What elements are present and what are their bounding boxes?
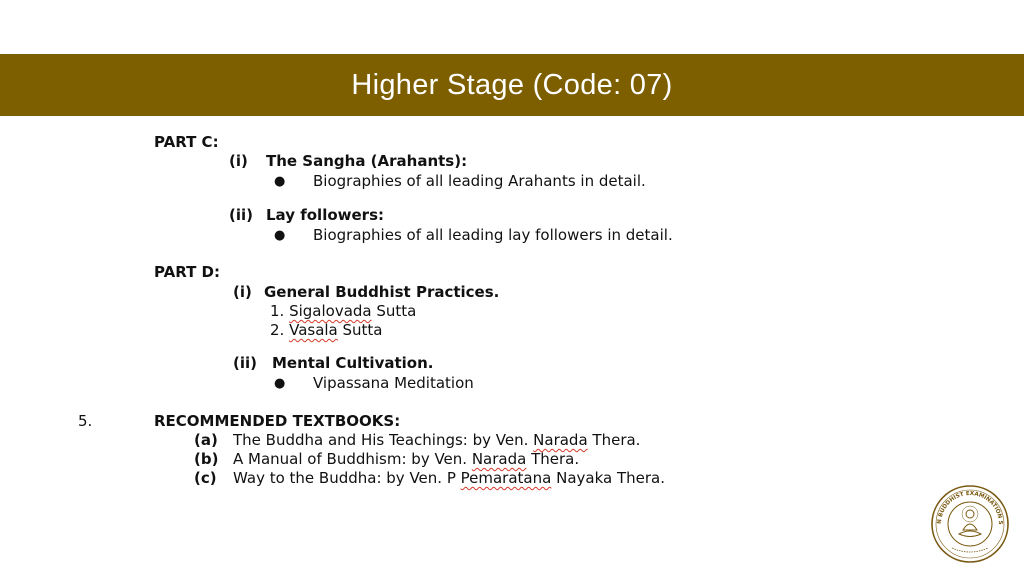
bullet-icon: ●: [274, 174, 286, 189]
part-d-heading: PART D:: [154, 263, 221, 281]
part-c-heading: PART C:: [154, 133, 219, 151]
buddha-seal-icon: [930, 484, 1010, 564]
list-item: [270, 321, 383, 339]
part-c-i-label: (i): [229, 152, 248, 170]
textbook-label: (b): [194, 450, 219, 468]
textbook-title: Way to the Buddha: by Ven. P: [233, 469, 461, 487]
part-d-ii-title: Mental Cultivation.: [272, 354, 434, 372]
part-d-i-title: General Buddhist Practices.: [264, 283, 500, 301]
part-c-ii-bullet: Biographies of all leading lay followers in detail.: [313, 226, 673, 244]
section-number: 5.: [78, 412, 93, 430]
author-suffix: Thera.: [587, 431, 641, 449]
textbook-entry: [233, 469, 665, 487]
textbook-entry: [233, 450, 579, 468]
title-banner: [0, 54, 1024, 116]
slide-title: Higher Stage (Code: 07): [351, 68, 673, 101]
list-item-name: Vasala: [289, 321, 338, 339]
bullet-icon: ●: [274, 228, 286, 243]
part-c-i-bullet: Biographies of all leading Arahants in detail.: [313, 172, 646, 190]
list-item: [270, 302, 416, 320]
list-item-number: 1.: [270, 302, 285, 320]
part-d-i-label: (i): [233, 283, 252, 301]
part-d-ii-label: (ii): [233, 354, 257, 372]
svg-text:MALAYSIAN BUDDHIST EXAMINATION: N BUDDHIST EXAMINATION S: [936, 490, 1004, 525]
part-c-i-title: The Sangha (Arahants):: [266, 152, 468, 170]
part-d-ii-bullet: Vipassana Meditation: [313, 374, 474, 392]
textbook-label: (a): [194, 431, 218, 449]
textbook-title: The Buddha and His Teachings: by Ven.: [233, 431, 534, 449]
author-name: Narada: [533, 431, 588, 449]
author-suffix: Thera.: [526, 450, 580, 468]
part-c-ii-label: (ii): [229, 206, 253, 224]
textbook-entry: [233, 431, 640, 449]
textbooks-heading: RECOMMENDED TEXTBOOKS:: [154, 412, 401, 430]
part-c-ii-title: Lay followers:: [266, 206, 384, 224]
list-item-number: 2.: [270, 321, 285, 339]
textbook-label: (c): [194, 469, 217, 487]
author-name: Narada: [471, 450, 527, 468]
list-item-rest: Sutta: [337, 321, 383, 339]
author-name: Pemaratana: [460, 469, 552, 487]
bullet-icon: ●: [274, 376, 286, 391]
list-item-rest: Sutta: [371, 302, 417, 320]
list-item-name: Sigalovada: [289, 302, 372, 320]
textbook-title: A Manual of Buddhism: by Ven.: [233, 450, 472, 468]
author-suffix: Nayaka Thera.: [551, 469, 665, 487]
